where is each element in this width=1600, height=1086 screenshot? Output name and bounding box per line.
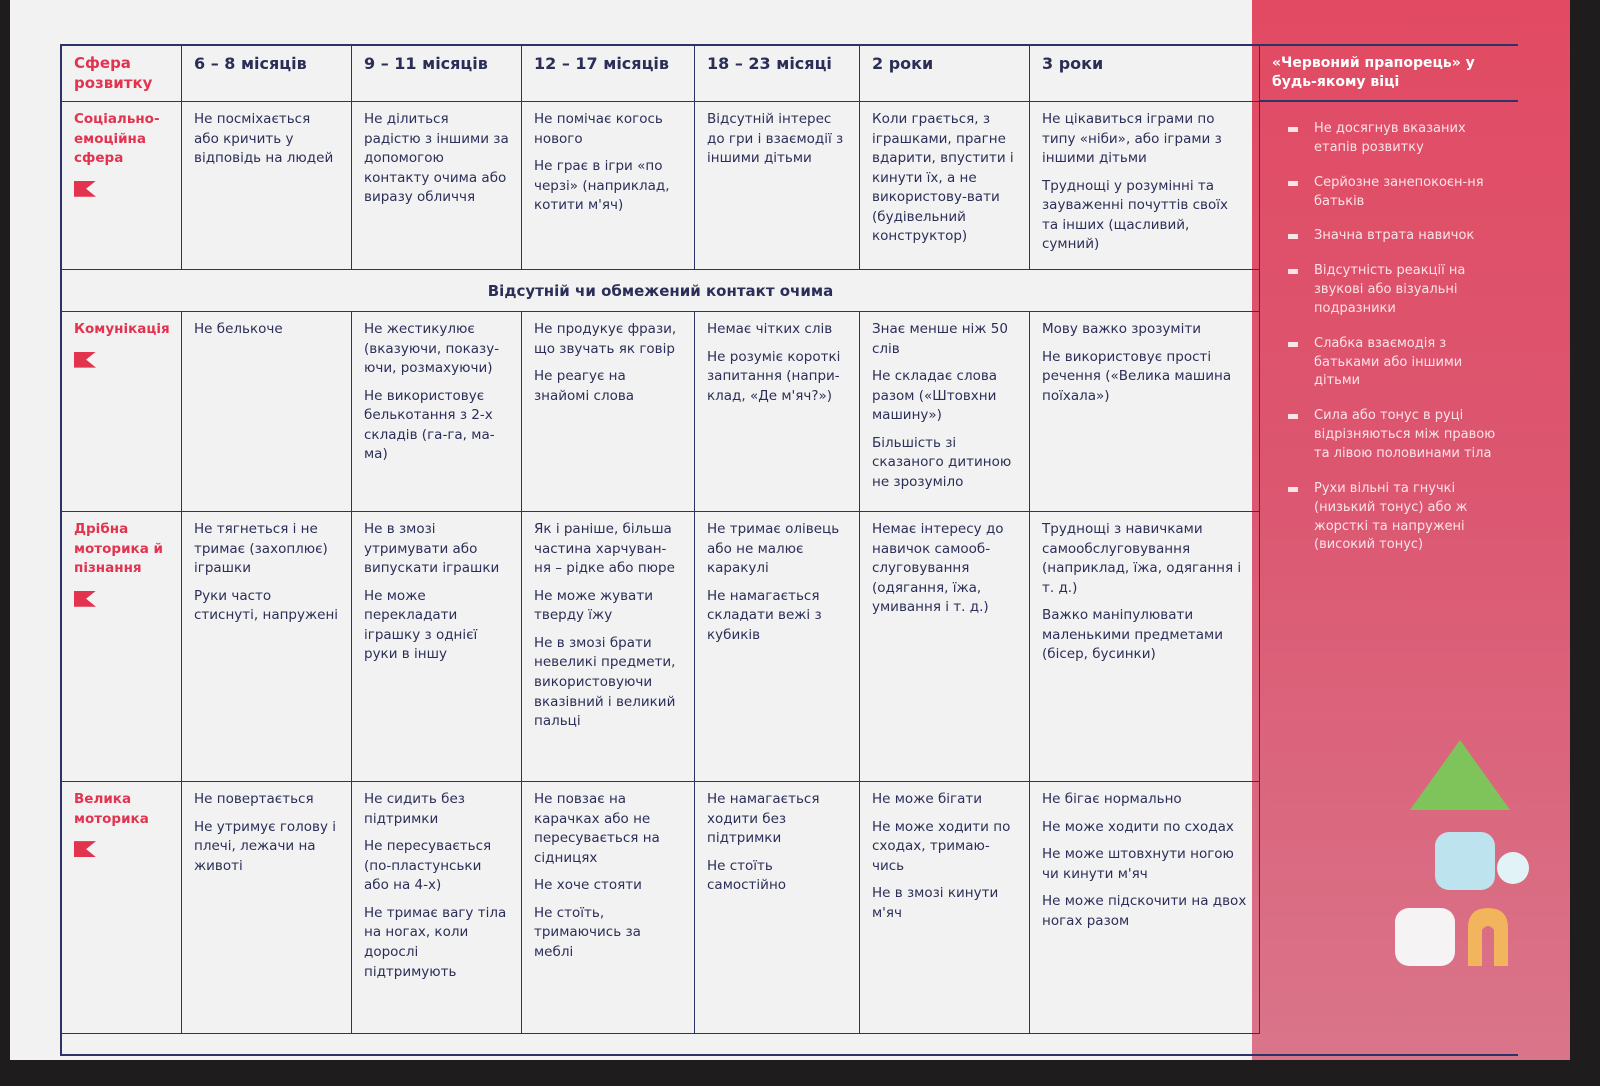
cell-text: Не реагує на знайомі слова: [534, 368, 635, 404]
document-sheet: [10, 0, 1570, 1060]
table-cell: [522, 312, 695, 512]
table-cell: [352, 312, 522, 512]
development-table: [60, 44, 1518, 1056]
table-cell: [860, 312, 1030, 512]
cell-text: Більшість зі сказаного дитиною не зрозуміло: [872, 434, 1012, 490]
red-flag-item: Значна втрата навичок: [1286, 227, 1500, 246]
table-cell: [695, 782, 860, 1034]
red-flag-item: Слабка взаємодія з батьками або іншими дітьми: [1286, 335, 1500, 392]
table-cell: [352, 102, 522, 270]
cell-text: Не в змозі утримувати або випускати іграшки: [364, 521, 500, 577]
table-cell: [860, 102, 1030, 270]
cell-text: Не белькоче: [194, 321, 283, 337]
red-flag-item: Не досягнув вказаних етапів розвитку: [1286, 120, 1500, 158]
row-label-gross-motor: [62, 782, 182, 1034]
header-age-2: 2 роки: [860, 46, 1030, 102]
cell-text: Не намагається ходити без підтримки: [707, 791, 820, 847]
cell-text: Не може бігати: [872, 791, 983, 807]
arch-shape-icon: [1468, 908, 1508, 966]
cell-text: Коли грається, з іграшками, прагне вдарити, впустити і кинути їх, а не використову-вати (будівельний конструктор): [872, 111, 1014, 245]
table-cell: [695, 512, 860, 782]
cell-text: Не сидить без підтримки: [364, 791, 465, 827]
header-age-9-11: 9 – 11 місяців: [352, 46, 522, 102]
cell-text: Не утримує голову і плечі, лежачи на животі: [194, 818, 337, 874]
sphere-name: Комунікація: [74, 321, 170, 337]
cell-text: Не розуміє короткі запитання (напри-клад, «Де м'яч?»): [707, 348, 841, 404]
flag-icon: [74, 591, 96, 607]
cell-text: Знає менше ніж 50 слів: [872, 321, 1008, 357]
cell-text: Немає чітких слів: [707, 321, 833, 337]
sphere-name: Велика моторика: [74, 791, 149, 827]
cell-text: Не може ходити по сходах, тримаю-чись: [872, 818, 1011, 874]
red-flag-item: Серйозне занепокоєн-ня батьків: [1286, 174, 1500, 212]
flag-icon: [74, 841, 96, 857]
cell-text: Не ділиться радістю з іншими за допомогою контакту очима або виразу обличчя: [364, 111, 509, 206]
table-cell: [860, 782, 1030, 1034]
cell-text: Не в змозі кинути м'яч: [872, 885, 999, 921]
cell-text: Не складає слова разом («Штовхни машину»): [872, 368, 998, 424]
cell-text: Не жестикулює (вказуючи, показу-ючи, розмахуючи): [364, 321, 500, 377]
cell-text: Не повзає на карачках або не пересувається на сідницях: [534, 791, 660, 866]
cell-text: Не повертається: [194, 791, 314, 807]
sphere-name: Дрібна моторика й пізнання: [74, 521, 163, 577]
header-sphere: Сфера розвитку: [62, 46, 182, 102]
red-flag-list: [1286, 120, 1500, 555]
table-cell: [1030, 312, 1260, 512]
cell-text: Не помічає когось нового: [534, 111, 663, 147]
cell-text: Руки часто стиснуті, напружені: [194, 587, 339, 624]
table-cell: [352, 782, 522, 1034]
cell-text: Не намагається складати вежі з кубиків: [707, 587, 822, 643]
table-cell: [352, 512, 522, 782]
table-cell: [695, 312, 860, 512]
header-age-3: 3 роки: [1030, 46, 1260, 102]
header-age-6-8: 6 – 8 місяців: [182, 46, 352, 102]
red-flag-item: Рухи вільні та гнучкі (низький тонус) або ж жорсткі та напружені (високий тонус): [1286, 480, 1500, 555]
cell-text: Не тримає олівець або не малює каракулі: [707, 521, 840, 577]
cell-text: Не стоїть, тримаючись за меблі: [534, 904, 641, 960]
cell-text: Труднощі з навичками самообслуговування (наприклад, їжа, одягання і т. д.): [1042, 521, 1242, 596]
cell-text: Не тримає вагу тіла на ногах, коли дорослі підтримують: [364, 904, 507, 980]
table-cell: [182, 782, 352, 1034]
red-flag-item: Сила або тонус в руці відрізняються між правою та лівою половинами тіла: [1286, 407, 1500, 464]
row-label-social: [62, 102, 182, 270]
cell-text: Не тягнеться і не тримає (захоплює) іграшки: [194, 521, 328, 577]
header-age-18-23: 18 – 23 місяці: [695, 46, 860, 102]
decorative-shapes: [1390, 740, 1530, 1000]
row-label-fine-motor: [62, 512, 182, 782]
cell-text: Відсутній інтерес до гри і взаємодії з іншими дітьми: [707, 111, 844, 167]
cell-text: Не може жувати тверду їжу: [534, 587, 653, 624]
header-red-flag: «Червоний прапорець» у будь-якому віці: [1260, 46, 1518, 102]
table-cell: [1030, 782, 1260, 1034]
cell-text: Не продукує фрази, що звучать як говір: [534, 321, 677, 357]
cell-text: Не може ходити по сходах: [1042, 818, 1234, 835]
square-shape-icon: [1435, 832, 1495, 890]
table-cell: [1030, 102, 1260, 270]
table-cell: [860, 512, 1030, 782]
flag-icon: [74, 181, 96, 197]
cell-text: Труднощі у розумінні та зауваженні почуттів своїх та інших (щасливий, сумний): [1042, 177, 1228, 253]
table-cell: [1030, 512, 1260, 782]
cell-text: Не грає в ігри «по черзі» (наприклад, котити м'яч): [534, 158, 670, 214]
red-flag-item: Відсутність реакції на звукові або візуальні подразники: [1286, 262, 1500, 319]
table-cell: [695, 102, 860, 270]
cell-text: Не стоїть самостійно: [707, 857, 787, 894]
cell-text: Не в змозі брати невеликі предмети, використовуючи вказівний і великий пальці: [534, 634, 676, 730]
cell-text: Важко маніпулювати маленькими предметами (бісер, бусинки): [1042, 607, 1223, 663]
cell-text: Не цікавиться іграми по типу «ніби», або іграми з іншими дітьми: [1042, 111, 1222, 167]
cell-text: Не може підскочити на двох ногах разом: [1042, 893, 1247, 929]
cell-text: Не пересувається (по-пластунськи або на 4-х): [364, 838, 492, 894]
cell-text: Немає інтересу до навичок самооб-слуговування (одягання, їжа, умивання і т. д.): [872, 521, 1004, 616]
table-cell: [182, 102, 352, 270]
rounded-square-shape-icon: [1395, 908, 1455, 966]
table-cell: [522, 782, 695, 1034]
cell-text: Не бігає нормально: [1042, 791, 1182, 807]
sphere-name: Соціально-емоційна сфера: [74, 111, 160, 167]
cell-text: Як і раніше, більша частина харчуван-ня – рідке або пюре: [534, 521, 675, 577]
flag-icon: [74, 352, 96, 368]
row-label-communication: [62, 312, 182, 512]
circle-shape-icon: [1497, 852, 1529, 884]
cell-text: Не використовує белькотання з 2-х складів (га-га, ма-ма): [364, 387, 495, 463]
header-age-12-17: 12 – 17 місяців: [522, 46, 695, 102]
table-cell: [522, 512, 695, 782]
cell-text: Мову важко зрозуміти: [1042, 321, 1201, 337]
cell-text: Не посміхається або кричить у відповідь на людей: [194, 111, 334, 167]
table-cell: [182, 312, 352, 512]
cell-text: Не використовує прості речення («Велика машина поїхала»): [1042, 348, 1232, 404]
table-cell: [522, 102, 695, 270]
cell-text: Не може штовхнути ногою чи кинути м'яч: [1042, 846, 1234, 882]
triangle-shape-icon: [1410, 740, 1510, 810]
cell-text: Не може перекладати іграшку з однієї руки в іншу: [364, 587, 478, 663]
table-cell: [182, 512, 352, 782]
cell-text: Не хоче стояти: [534, 877, 642, 894]
eye-contact-banner: Відсутній чи обмежений контакт очима: [62, 270, 1260, 312]
